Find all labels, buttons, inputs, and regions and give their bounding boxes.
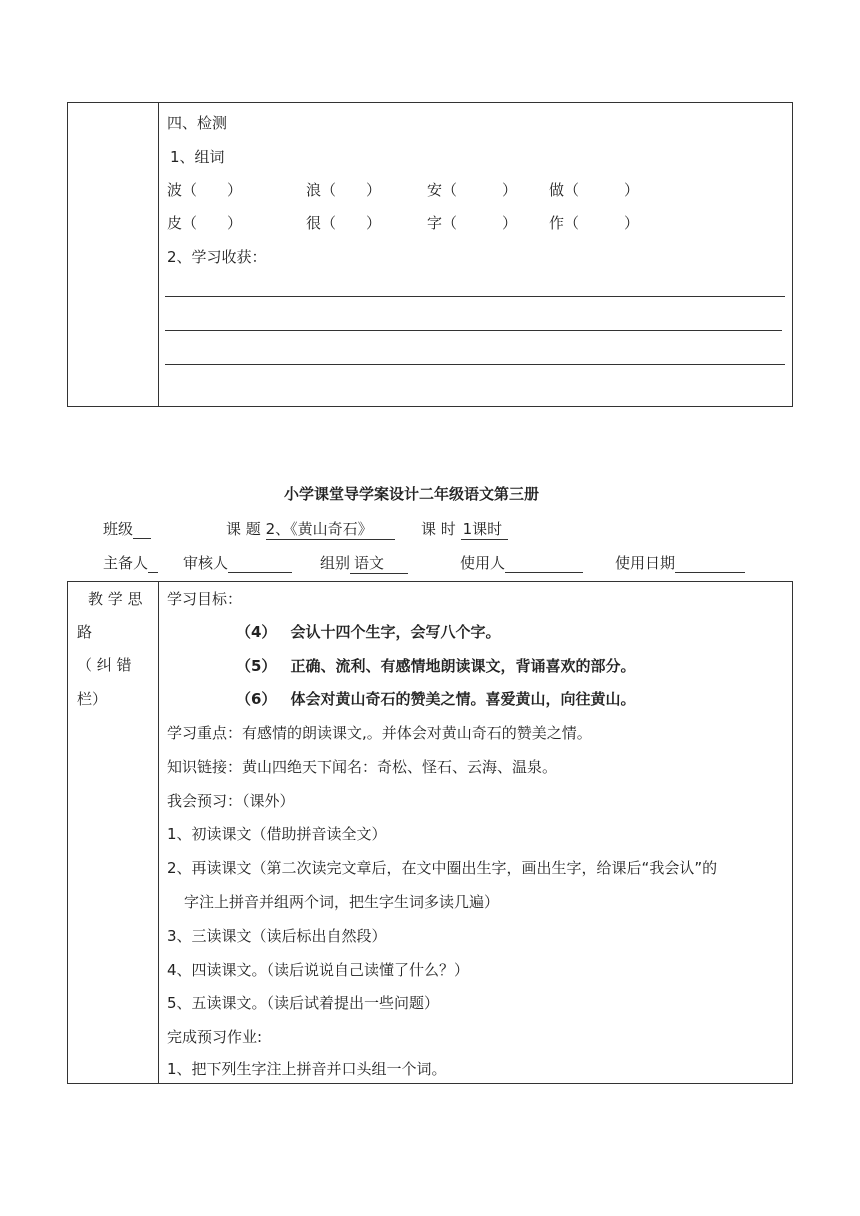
writing-line: [165, 364, 785, 365]
group-field: [320, 552, 408, 574]
word-blank: 作（ ）: [549, 214, 640, 232]
author-label: 主备人: [103, 554, 149, 572]
class-blank: [133, 538, 151, 539]
topic-field: [226, 518, 395, 540]
table-column-divider: [158, 581, 159, 1084]
homework-item: 1、把下列生字注上拼音并口头组一个词。: [167, 1060, 447, 1078]
word-blank: 很（ ）: [306, 214, 382, 232]
word-blank: 安（ ）: [427, 181, 518, 199]
sidebar-line: 教 学 思: [88, 590, 143, 608]
goal-item: [236, 655, 635, 676]
word-blank: 做（ ）: [549, 181, 640, 199]
goal-text: 体会对黄山奇石的赞美之情。喜爱黄山，向往黄山。: [290, 690, 636, 708]
reviewer-label: 审核人: [183, 554, 229, 572]
writing-line: [165, 296, 785, 297]
date-blank: [675, 572, 745, 573]
preview-step: 5、五读课文。（读后试着提出一些问题）: [167, 994, 440, 1012]
word-blank: 波（ ）: [167, 181, 243, 199]
author-field: [103, 552, 158, 573]
reviewer-blank: [228, 572, 292, 573]
preview-step: 3、三读课文（读后标出自然段）: [167, 927, 387, 945]
goal-text: 正确、流利、有感情地朗读课文，背诵喜欢的部分。: [290, 657, 636, 675]
goal-number: （5）: [236, 657, 277, 675]
goal-text: 会认十四个生字，会写八个字。: [290, 623, 501, 641]
goal-item: [236, 621, 500, 642]
preview-step: 4、四读课文。（读后说说自己读懂了什么？）: [167, 961, 470, 979]
goals-label: 学习目标：: [167, 590, 243, 608]
page-title: 小学课堂导学案设计二年级语文第三册: [284, 485, 540, 503]
class-label: 班级: [103, 520, 134, 538]
date-label: 使用日期: [615, 554, 676, 572]
author-blank: [148, 572, 158, 573]
item-word-group: 1、组词: [170, 148, 225, 166]
sidebar-line: 栏）: [77, 690, 108, 708]
word-blank: 浪（ ）: [306, 181, 382, 199]
period-label: 课 时: [421, 520, 456, 538]
class-field: [103, 518, 151, 539]
period-value: 1课时: [461, 518, 509, 540]
topic-label: 课 题: [226, 520, 261, 538]
word-blank: 字（ ）: [427, 214, 518, 232]
preview-step-continued: 字注上拼音并组两个词，把生字生词多读几遍）: [184, 893, 500, 911]
word-blank: 皮（ ）: [167, 214, 243, 232]
preview-step: 1、初读课文（借助拼音读全文）: [167, 825, 387, 843]
user-field: [460, 552, 583, 573]
item-learning-gain: 2、学习收获：: [167, 248, 267, 266]
period-field: [421, 518, 508, 540]
goal-item: [236, 688, 635, 709]
homework-label: 完成预习作业:: [167, 1028, 263, 1046]
reviewer-field: [183, 552, 292, 573]
preview-label: 我会预习：（课外）: [167, 792, 295, 810]
knowledge-link: 知识链接：黄山四绝天下闻名：奇松、怪石、云海、温泉。: [167, 758, 558, 776]
user-label: 使用人: [460, 554, 506, 572]
sidebar-line: （ 纠 错: [77, 656, 132, 674]
group-value: 语文: [350, 552, 408, 574]
group-label: 组别: [320, 554, 351, 572]
goal-number: （4）: [236, 623, 277, 641]
section-heading: 四、检测: [167, 114, 228, 132]
user-blank: [505, 572, 583, 573]
goal-number: （6）: [236, 690, 277, 708]
topic-value: 2、《黄山奇石》: [266, 518, 395, 540]
date-field: [615, 552, 745, 573]
sidebar-line: 路: [77, 623, 93, 641]
table-column-divider: [158, 102, 159, 407]
preview-step: 2、再读课文（第二次读完文章后，在文中圈出生字，画出生字，给课后“我会认”的: [167, 859, 718, 877]
key-point: 学习重点：有感情的朗读课文,。并体会对黄山奇石的赞美之情。: [167, 724, 592, 742]
writing-line: [165, 330, 782, 331]
